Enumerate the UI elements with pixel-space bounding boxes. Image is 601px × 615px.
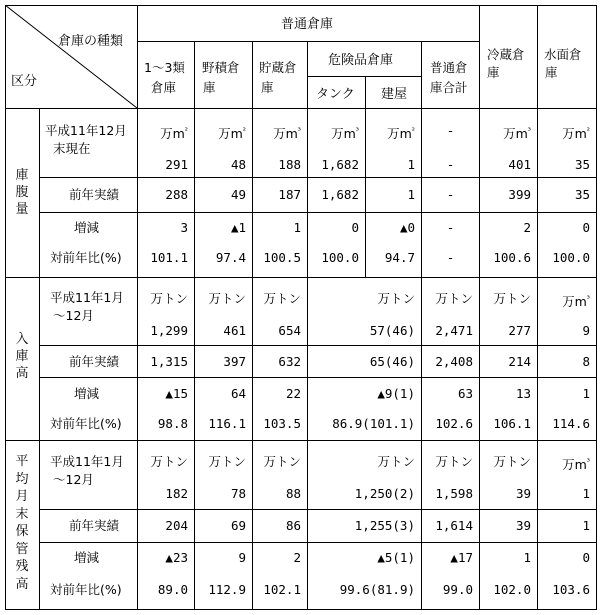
inbound-ratio-cell: 98.8: [157, 416, 188, 431]
capacity-current-cell: -: [446, 157, 455, 172]
col-nozumi-line1: 野積倉: [202, 60, 240, 75]
inbound-units-cell: 万$m^{^3}$: [562, 294, 590, 310]
inbound-ratio-cell: 116.1: [208, 416, 246, 431]
border-right: [596, 5, 597, 610]
inbound-prev-cell: 8: [582, 354, 590, 369]
section-line-inbound-storage: [5, 440, 597, 441]
capacity-units-cell: 万$m^{^3}$: [273, 126, 301, 142]
inbound-change-cell: 1: [582, 386, 590, 401]
capacity-ratio-cell: -: [446, 250, 455, 265]
storage-units-cell: 万$m^{^3}$: [562, 457, 590, 473]
corner-top-label: 倉庫の種類: [58, 34, 124, 49]
storage-change-cell: ▲23: [165, 550, 188, 565]
inbound-change-cell: ▲15: [165, 386, 188, 401]
capacity-prev-cell: 399: [508, 187, 531, 202]
capacity-prev-cell: 1,682: [321, 187, 359, 202]
col-suimen-line2: 庫: [545, 65, 558, 80]
capacity-units-cell: 万$m^{^2}$: [160, 126, 188, 142]
inbound-prev-cell: 1,315: [150, 354, 188, 369]
capacity-ratio-cell: 94.7: [384, 250, 415, 265]
capacity-prev-cell: 1: [407, 187, 415, 202]
storage-ratio-cell: 89.0: [157, 582, 188, 597]
section-label-capacity: 庫 腹 量: [15, 168, 29, 217]
capacity-ratio-cell: 100.0: [321, 250, 359, 265]
row-line-st-2: [39, 542, 597, 543]
storage-change-cell: 9: [238, 550, 246, 565]
in-ratio-label: 対前年比(%): [50, 416, 122, 431]
section-line-capacity-inbound: [5, 277, 597, 278]
label-col-line: [39, 108, 40, 610]
row-line-cap-1: [39, 177, 597, 178]
inbound-change-cell: 64: [230, 386, 246, 401]
storage-ratio-cell: 112.9: [208, 582, 246, 597]
inbound-prev-cell: 214: [508, 354, 531, 369]
inbound-current-cell: 654: [278, 323, 301, 338]
storage-units-cell: 万トン: [493, 454, 531, 469]
corner-bottom-label: 区分: [11, 74, 38, 89]
col-suimen-line1: 水面倉: [544, 47, 582, 62]
row-line-in-1: [39, 345, 597, 346]
col-total-line1: 普通倉: [430, 60, 468, 75]
storage-current-cell: 39: [515, 486, 531, 501]
corner-diagonal: [5, 5, 138, 109]
group-danger-header: 危険品倉庫: [328, 53, 394, 68]
storage-current-cell: 88: [285, 486, 301, 501]
storage-current-cell: 1,250(2): [354, 486, 415, 501]
storage-ratio-cell: 102.0: [493, 582, 531, 597]
storage-current-cell: 182: [165, 486, 188, 501]
col-reizo-line2: 庫: [487, 65, 500, 80]
row-line-cap-2: [39, 212, 597, 213]
capacity-current-cell: 291: [165, 157, 188, 172]
inbound-change-cell: 13: [515, 386, 531, 401]
capacity-change-cell: 1: [293, 220, 301, 235]
capacity-prev-cell: -: [446, 187, 455, 202]
capacity-prev-cell: 288: [165, 187, 188, 202]
st-period-line2: 〜12月: [53, 472, 94, 487]
storage-change-cell: ▲5(1): [377, 550, 415, 565]
capacity-units-cell: -: [448, 123, 453, 138]
capacity-ratio-cell: 100.6: [493, 250, 531, 265]
storage-prev-cell: 1,255(3): [354, 518, 415, 533]
storage-units-cell: 万トン: [150, 454, 188, 469]
col-nozumi-line2: 庫: [203, 80, 216, 95]
storage-prev-cell: 1,614: [435, 518, 473, 533]
danger-group-line: [307, 76, 421, 77]
cap-prev-label: 前年実績: [69, 187, 120, 202]
st-period-line1: 平成11年1月: [50, 454, 124, 469]
inbound-current-cell: 57(46): [369, 323, 415, 338]
capacity-prev-cell: 49: [230, 187, 246, 202]
storage-prev-cell: 86: [285, 518, 301, 533]
capacity-units-cell: 万$m^{^2}$: [218, 126, 246, 142]
capacity-current-cell: 1,682: [321, 157, 359, 172]
inbound-units-cell: 万トン: [208, 291, 246, 306]
capacity-change-cell: 2: [523, 220, 531, 235]
capacity-change-cell: ▲1: [230, 220, 246, 235]
general-group-line: [137, 41, 479, 42]
capacity-current-cell: 48: [230, 157, 246, 172]
storage-prev-cell: 1: [582, 518, 590, 533]
warehouse-statistics-table: [5, 5, 597, 610]
st-prev-label: 前年実績: [69, 518, 120, 533]
inbound-ratio-cell: 106.1: [493, 416, 531, 431]
storage-change-cell: 0: [582, 550, 590, 565]
capacity-change-cell: 3: [180, 220, 188, 235]
capacity-ratio-cell: 100.5: [263, 250, 301, 265]
inbound-units-cell: 万トン: [150, 291, 188, 306]
capacity-change-cell: -: [446, 220, 455, 235]
storage-current-cell: 1,598: [435, 486, 473, 501]
cap-ratio-label: 対前年比(%): [50, 250, 122, 265]
border-bottom: [5, 609, 597, 610]
storage-change-cell: 2: [293, 550, 301, 565]
storage-ratio-cell: 99.0: [442, 582, 473, 597]
capacity-change-cell: 0: [582, 220, 590, 235]
storage-units-cell: 万トン: [208, 454, 246, 469]
cap-period-line2: 末現在: [53, 141, 91, 156]
inbound-units-cell: 万トン: [435, 291, 473, 306]
row-line-in-2: [39, 377, 597, 378]
st-change-label: 増減: [74, 550, 100, 565]
col-chozo-line2: 庫: [261, 80, 274, 95]
inbound-ratio-cell: 102.6: [435, 416, 473, 431]
capacity-current-cell: 401: [508, 157, 531, 172]
inbound-current-cell: 9: [582, 323, 590, 338]
inbound-prev-cell: 632: [278, 354, 301, 369]
storage-ratio-cell: 102.1: [263, 582, 301, 597]
storage-ratio-cell: 103.6: [552, 582, 590, 597]
col-class13-line2: 倉庫: [151, 80, 177, 95]
capacity-ratio-cell: 101.1: [150, 250, 188, 265]
capacity-ratio-cell: 97.4: [215, 250, 246, 265]
storage-units-cell: 万トン: [435, 454, 473, 469]
storage-prev-cell: 69: [230, 518, 246, 533]
inbound-current-cell: 1,299: [150, 323, 188, 338]
col-tank: タンク: [316, 87, 355, 102]
col-tateya: 建屋: [381, 87, 408, 102]
capacity-prev-cell: 35: [574, 187, 590, 202]
inbound-prev-cell: 2,408: [435, 354, 473, 369]
inbound-current-cell: 461: [223, 323, 246, 338]
capacity-units-cell: 万$m^{^2}$: [387, 126, 415, 142]
storage-prev-cell: 39: [515, 518, 531, 533]
inbound-units-cell: 万トン: [377, 291, 415, 306]
capacity-current-cell: 1: [407, 157, 415, 172]
in-change-label: 増減: [74, 386, 100, 401]
section-label-storage: 平 均 月 末 保 管 残 高: [15, 454, 29, 592]
storage-units-cell: 万トン: [263, 454, 301, 469]
storage-change-cell: ▲17: [450, 550, 473, 565]
capacity-current-cell: 35: [574, 157, 590, 172]
capacity-units-cell: 万$m^{^3}$: [503, 126, 531, 142]
st-ratio-label: 対前年比(%): [50, 582, 122, 597]
inbound-change-cell: ▲9(1): [377, 386, 415, 401]
inbound-change-cell: 22: [285, 386, 301, 401]
col-class13-line1: 1〜3類: [144, 60, 185, 75]
in-period-line1: 平成11年1月: [50, 290, 124, 305]
storage-units-cell: 万トン: [377, 454, 415, 469]
capacity-prev-cell: 187: [278, 187, 301, 202]
capacity-current-cell: 188: [278, 157, 301, 172]
group-general-header: 普通倉庫: [281, 17, 334, 32]
capacity-units-cell: 万$m^{^3}$: [331, 126, 359, 142]
in-prev-label: 前年実績: [69, 354, 120, 369]
storage-prev-cell: 204: [165, 518, 188, 533]
cap-change-label: 増減: [74, 220, 100, 235]
col-total-line2: 庫合計: [430, 80, 468, 95]
storage-ratio-cell: 99.6(81.9): [339, 582, 415, 597]
capacity-units-cell: 万$m^{^2}$: [562, 126, 590, 142]
storage-current-cell: 78: [230, 486, 246, 501]
inbound-units-cell: 万トン: [493, 291, 531, 306]
row-line-st-1: [39, 509, 597, 510]
storage-change-cell: 1: [523, 550, 531, 565]
capacity-change-cell: ▲0: [399, 220, 415, 235]
inbound-current-cell: 2,471: [435, 323, 473, 338]
capacity-change-cell: 0: [351, 220, 359, 235]
capacity-ratio-cell: 100.0: [552, 250, 590, 265]
col-chozo-line1: 貯蔵倉: [259, 60, 297, 75]
col-reizo-line1: 冷蔵倉: [487, 47, 525, 62]
inbound-units-cell: 万トン: [263, 291, 301, 306]
inbound-change-cell: 63: [457, 386, 473, 401]
inbound-ratio-cell: 103.5: [263, 416, 301, 431]
inbound-current-cell: 277: [508, 323, 531, 338]
storage-current-cell: 1: [582, 486, 590, 501]
section-label-inbound: 入 庫 高: [15, 332, 29, 381]
inbound-prev-cell: 397: [223, 354, 246, 369]
inbound-prev-cell: 65(46): [369, 354, 415, 369]
inbound-ratio-cell: 86.9(101.1): [332, 416, 415, 431]
in-period-line2: 〜12月: [53, 308, 94, 323]
inbound-ratio-cell: 114.6: [552, 416, 590, 431]
cap-period-line1: 平成11年12月: [45, 123, 127, 138]
